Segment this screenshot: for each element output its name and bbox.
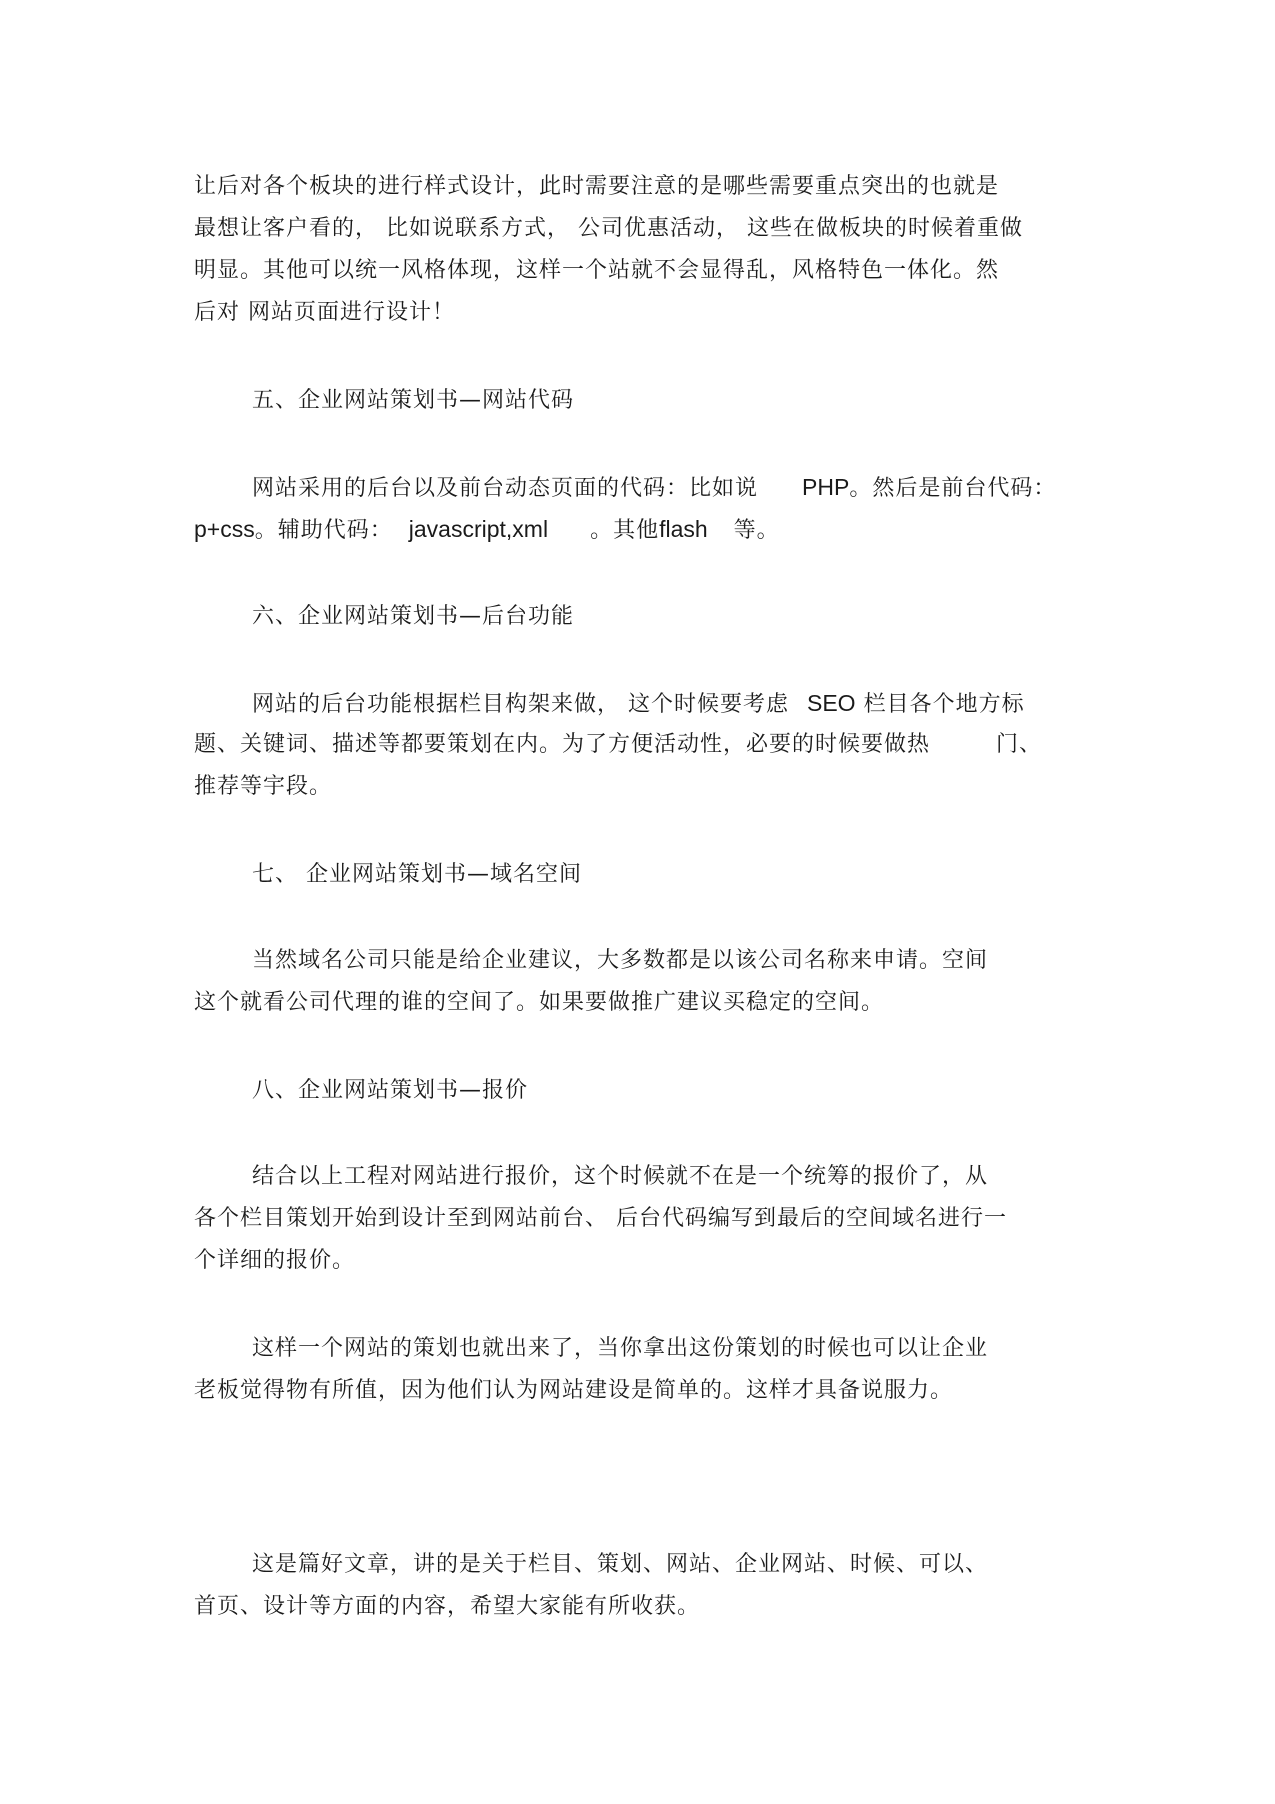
paragraph-line: 明显。其他可以统一风格体现，这样一个站就不会显得乱，风格特色一体化。然 [194, 258, 1000, 283]
paragraph-line: 最想让客户看的， 比如说联系方式， 公司优惠活动， 这些在做板块的时候着重做 [194, 216, 1023, 241]
paragraph-line: 老板觉得物有所值，因为他们认为网站建设是简单的。这样才具备说服力。 [194, 1378, 954, 1403]
text-span: 网站的后台功能根据栏目构架来做， 这个时候要考虑 [252, 692, 789, 717]
section-heading: 七、 企业网站策划书—域名空间 [252, 862, 582, 887]
paragraph-line [194, 514, 780, 546]
paragraph-line: 个详细的报价。 [194, 1248, 356, 1273]
paragraph-line: 各个栏目策划开始到设计至到网站前台、 后台代码编写到最后的空间域名进行一 [194, 1206, 1007, 1231]
paragraph-line: 首页、设计等方面的内容，希望大家能有所收获。 [194, 1594, 701, 1619]
text-span: 题、关键词、描述等都要策划在内。为了方便活动性，必要的时候要做热 [194, 732, 931, 757]
text-span: 栏目各个地方标 [863, 692, 1025, 717]
text-span: p+css [194, 516, 255, 542]
paragraph-line: 这样一个网站的策划也就出来了，当你拿出这份策划的时候也可以让企业 [252, 1336, 989, 1361]
paragraph-line [252, 472, 1056, 504]
text-span: javascript,xml [408, 516, 549, 542]
paragraph-line [252, 688, 1025, 720]
text-span: 。辅助代码： [254, 518, 393, 543]
section-heading: 六、企业网站策划书—后台功能 [252, 604, 575, 629]
text-span: 。其他 [590, 518, 660, 543]
text-span: 门、 [996, 732, 1043, 757]
text-span: flash [659, 516, 708, 542]
paragraph-line: 结合以上工程对网站进行报价，这个时候就不在是一个统筹的报价了，从 [252, 1164, 989, 1189]
paragraph-line: 后对 网站页面进行设计！ [194, 300, 455, 325]
paragraph-line: 当然域名公司只能是给企业建议，大多数都是以该公司名称来申请。空间 [252, 948, 989, 973]
section-heading: 五、企业网站策划书—网站代码 [252, 388, 575, 413]
text-span: PHP [802, 474, 850, 500]
paragraph-line: 这是篇好文章，讲的是关于栏目、策划、网站、企业网站、时候、可以、 [252, 1552, 989, 1577]
text-span: 等。 [733, 518, 780, 543]
paragraph-line: 推荐等宇段。 [194, 774, 333, 799]
paragraph-line: 让后对各个板块的进行样式设计，此时需要注意的是哪些需要重点突出的也就是 [194, 174, 1000, 199]
text-span: SEO [807, 690, 856, 716]
text-span: 网站采用的后台以及前台动态页面的代码：比如说 [252, 476, 759, 501]
paragraph-line: 这个就看公司代理的谁的空间了。如果要做推广建议买稳定的空间。 [194, 990, 885, 1015]
paragraph-line [194, 730, 1042, 760]
section-heading: 八、企业网站策划书—报价 [252, 1078, 529, 1103]
text-span: 。然后是前台代码： [849, 476, 1057, 501]
